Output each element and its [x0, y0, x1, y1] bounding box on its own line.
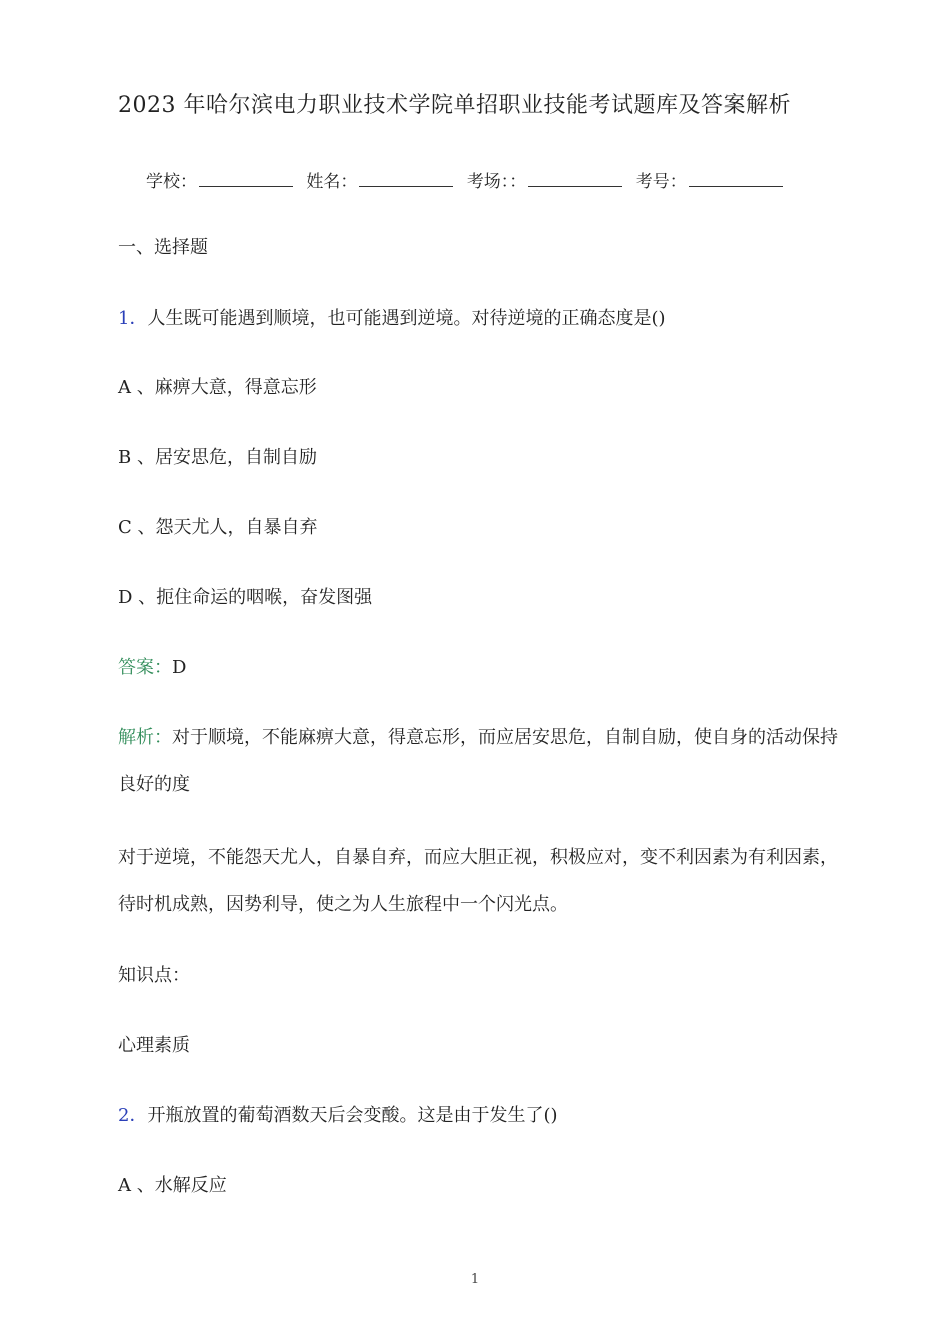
answer-label: 答案： [118, 657, 172, 678]
knowledge-label: 知识点： [118, 965, 190, 986]
section-heading: 一、选择题 [118, 237, 208, 258]
q2-option-a: A 、水解反应 [118, 1175, 227, 1196]
q1-option-b: B 、居安思危，自制自励 [118, 447, 317, 468]
q1-option-a: A 、麻痹大意，得意忘形 [118, 377, 317, 398]
knowledge-value: 心理素质 [118, 1035, 190, 1056]
document-title: 2023 年哈尔滨电力职业技术学院单招职业技能考试题库及答案解析 [118, 93, 791, 118]
school-label: 学校： [146, 172, 197, 192]
q1-analysis [118, 714, 838, 808]
question-2-number: 2． [118, 1105, 148, 1126]
name-blank [359, 172, 453, 187]
school-blank [199, 172, 293, 187]
name-label: 姓名： [306, 172, 358, 192]
question-1-text: 人生既可能遇到顺境，也可能遇到逆境。对待逆境的正确态度是() [147, 308, 666, 329]
page-number: 1 [470, 1272, 480, 1287]
question-2-text: 开瓶放置的葡萄酒数天后会变酸。这是由于发生了() [147, 1105, 558, 1126]
q1-option-c: C 、怨天尤人，自暴自弃 [118, 517, 318, 538]
id-blank [689, 172, 783, 187]
q1-answer [118, 656, 186, 680]
answer-value: D [172, 657, 187, 678]
question-1 [118, 307, 666, 331]
q1-option-d: D 、扼住命运的咽喉，奋发图强 [118, 587, 373, 608]
room-blank [528, 172, 622, 187]
question-2 [118, 1104, 558, 1128]
room-label: 考场：： [466, 172, 527, 192]
analysis-text-1: 对于顺境，不能麻痹大意，得意忘形，而应居安思危，自制自励，使自身的活动保持良好的度 [118, 727, 838, 795]
id-label: 考号： [635, 172, 687, 192]
exam-info-row [146, 170, 791, 194]
question-1-number: 1． [118, 308, 148, 329]
analysis-label: 解析： [118, 727, 172, 748]
q1-analysis-paragraph-2: 对于逆境，不能怨天尤人，自暴自弃，而应大胆正视，积极应对，变不利因素为有利因素，待时机成熟，因势利导，使之为人生旅程中一个闪光点。 [118, 847, 838, 915]
